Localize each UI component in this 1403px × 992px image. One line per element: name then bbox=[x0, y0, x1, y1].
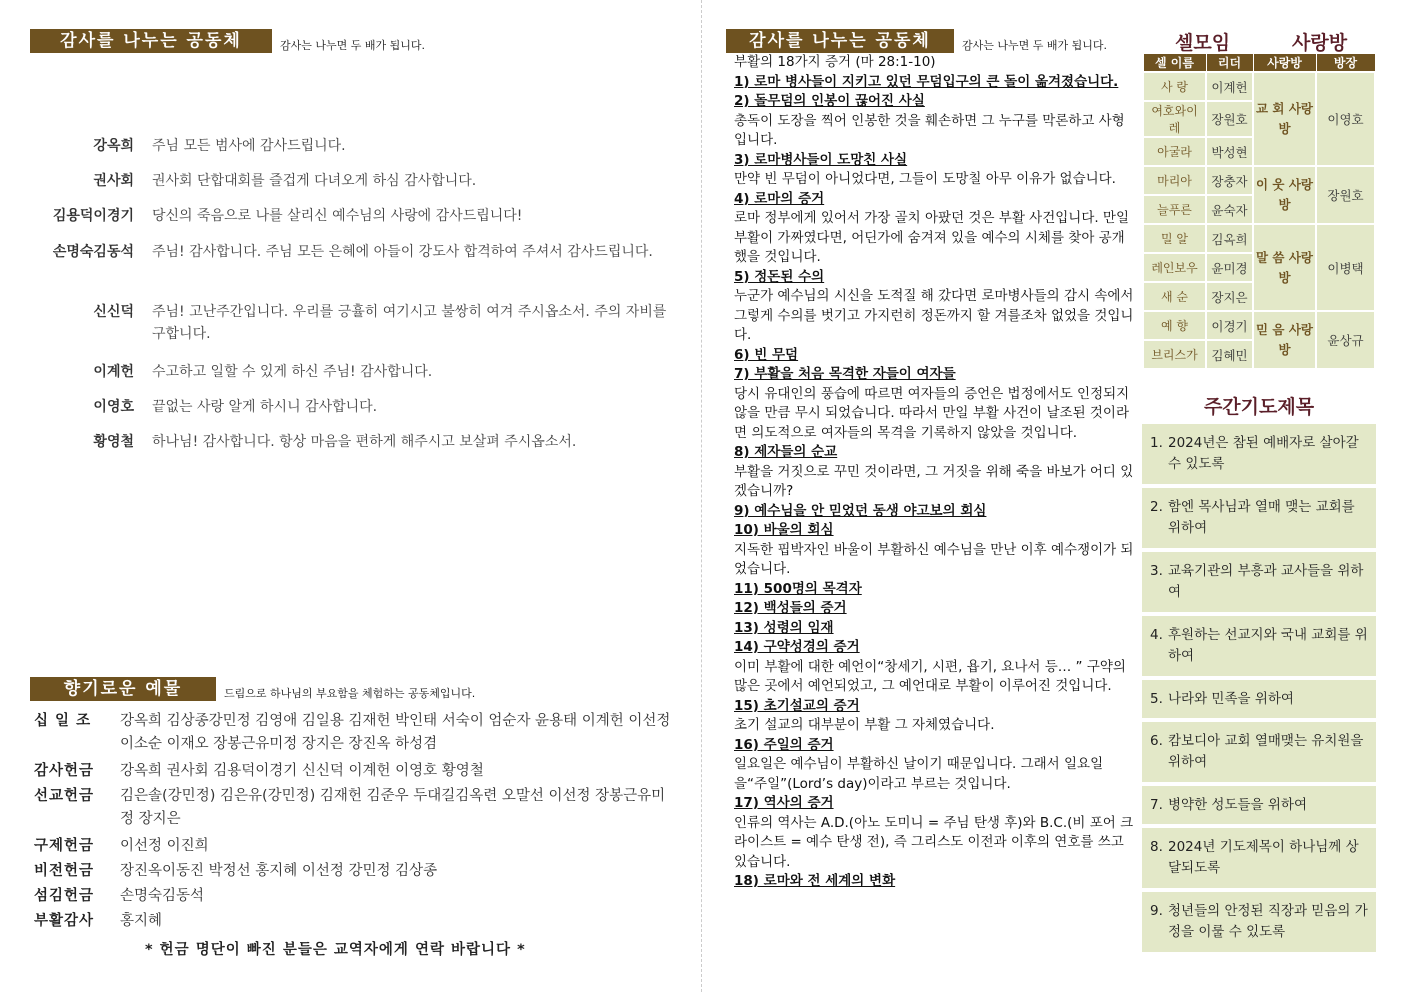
offering-names: 이선정 이진희 bbox=[120, 838, 209, 854]
thanks-row bbox=[30, 301, 680, 345]
cell-leader: 김옥희 bbox=[1206, 224, 1253, 253]
offering-label: 선교헌금 bbox=[34, 788, 95, 804]
cell-name: 레인보우 bbox=[1143, 253, 1206, 282]
article-heading: 5) 정돈된 수의 bbox=[734, 268, 825, 285]
thanks-row bbox=[30, 396, 680, 418]
thanks-text: 권사회 단합대회를 즐겁게 다녀오게 하심 감사합니다. bbox=[152, 173, 477, 189]
resurrection-article bbox=[734, 53, 1134, 892]
room-title: 사랑방 bbox=[1292, 32, 1348, 54]
prayer-text: 나라와 민족을 위하여 bbox=[1168, 691, 1294, 707]
prayer-item bbox=[1142, 892, 1376, 952]
cell-name: 예 향 bbox=[1143, 311, 1206, 340]
thanks-row bbox=[30, 170, 680, 192]
thanks-text: 주님 모든 범사에 감사드립니다. bbox=[152, 138, 346, 154]
article-heading: 17) 역사의 증거 bbox=[734, 795, 834, 811]
cell-leader: 이계헌 bbox=[1206, 72, 1253, 101]
cell-row bbox=[1143, 166, 1375, 195]
room-head: 윤상규 bbox=[1316, 311, 1375, 369]
page-fold bbox=[701, 0, 702, 992]
article-text: 부활의 18가지 증거 (마 28:1-10) bbox=[734, 54, 936, 70]
article-heading: 14) 구약성경의 증거 bbox=[734, 639, 860, 655]
thanks-row bbox=[30, 361, 680, 383]
article-heading: 2) 돌무덤의 인봉이 끊어진 사실 bbox=[734, 93, 925, 109]
prayer-text: 2024년은 참된 예배자로 살아갈 수 있도록 bbox=[1168, 435, 1359, 472]
prayer-number: 9. bbox=[1150, 903, 1163, 919]
col-leader: 리더 bbox=[1206, 54, 1253, 73]
prayer-number: 1. bbox=[1150, 435, 1163, 451]
thanks-header-right: 감사를 나누는 공동체 bbox=[726, 29, 954, 53]
prayer-text: 캄보디아 교회 열매맺는 유치원을 위하여 bbox=[1168, 733, 1364, 770]
prayer-text: 교육기관의 부흥과 교사들을 위하여 bbox=[1168, 563, 1364, 600]
cell-leader: 장지은 bbox=[1206, 282, 1253, 311]
prayer-number: 4. bbox=[1150, 627, 1163, 643]
offering-label: 섬김헌금 bbox=[34, 888, 95, 904]
offering-label: 부활감사 bbox=[34, 913, 95, 929]
prayer-title: 주간기도제목 bbox=[1203, 396, 1315, 418]
prayer-item bbox=[1142, 616, 1376, 676]
prayer-text: 2024년 기도제목이 하나님께 상달되도록 bbox=[1168, 839, 1359, 876]
prayer-item bbox=[1142, 424, 1376, 484]
cell-name: 새 순 bbox=[1143, 282, 1206, 311]
room-head: 장원호 bbox=[1316, 166, 1375, 224]
prayer-item bbox=[1142, 786, 1376, 824]
thanks-name: 신신덕 bbox=[93, 304, 134, 320]
room-name: 믿 음 사랑방 bbox=[1253, 311, 1316, 369]
article-text: 만약 빈 무덤이 아니었다면, 그들이 도망칠 아무 이유가 없습니다. bbox=[734, 171, 1116, 187]
thanks-name: 이계헌 bbox=[93, 364, 134, 380]
offering-names: 강옥희 권사회 김용덕이경기 신신덕 이계헌 이영호 황영철 bbox=[120, 763, 484, 779]
article-text: 지독한 핍박자인 바울이 부활하신 예수님을 만난 이후 예수쟁이가 되었습니다. bbox=[734, 541, 1134, 577]
prayer-number: 5. bbox=[1150, 691, 1163, 707]
article-heading: 18) 로마와 전 세계의 변화 bbox=[734, 873, 896, 889]
prayer-item bbox=[1142, 828, 1376, 888]
article-text: 이미 부활에 대한 예언이“창세기, 시편, 욥기, 요나서 등… ” 구약의 많은 곳에서 예언되었고, 그 예언대로 부활이 이루어진 것입니다. bbox=[734, 658, 1126, 694]
article-text: 일요일은 예수님이 부활하신 날이기 때문입니다. 그래서 일요일을“주일”(Lord’s day)이라고 부르는 것입니다. bbox=[734, 756, 1104, 792]
cell-leader: 장원호 bbox=[1206, 101, 1253, 137]
cell-name: 마리아 bbox=[1143, 166, 1206, 195]
article-heading: 11) 500명의 목격자 bbox=[734, 580, 862, 597]
offering-row bbox=[34, 860, 674, 883]
thanks-text: 주님! 감사합니다. 주님 모든 은혜에 아들이 강도사 합격하여 주셔서 감사드립니다. bbox=[152, 244, 653, 260]
prayer-text: 후원하는 선교지와 국내 교회를 위하여 bbox=[1168, 627, 1368, 664]
col-head: 방장 bbox=[1316, 54, 1375, 73]
thanks-row bbox=[30, 205, 680, 227]
cell-leader: 윤미경 bbox=[1206, 253, 1253, 282]
article-heading: 1) 로마 병사들이 지키고 있던 무덤입구의 큰 돌이 옮겨졌습니다. bbox=[734, 73, 1119, 90]
article-text: 누군가 예수님의 시신을 도적질 해 갔다면 로마병사들의 감시 속에서 그렇게 수의를 벗기고 가지런히 정돈까지 할 겨를조차 없었을 것입니다. bbox=[734, 288, 1134, 343]
offering-row bbox=[34, 785, 674, 831]
cell-name: 늘푸른 bbox=[1143, 195, 1206, 224]
offering-note: * 헌금 명단이 빠진 분들은 교역자에게 연락 바랍니다 * bbox=[145, 942, 526, 958]
prayer-text: 청년들의 안정된 직장과 믿음의 가정을 이룰 수 있도록 bbox=[1168, 903, 1368, 940]
article-heading: 8) 제자들의 순교 bbox=[734, 444, 838, 460]
article-heading: 7) 부활을 처음 목격한 자들이 여자들 bbox=[734, 366, 956, 382]
cell-row bbox=[1143, 224, 1375, 253]
room-head: 이영호 bbox=[1316, 72, 1375, 166]
cell-leader: 박성현 bbox=[1206, 137, 1253, 166]
thanks-row bbox=[30, 431, 680, 453]
article-heading: 10) 바울의 회심 bbox=[734, 522, 834, 538]
prayer-number: 3. bbox=[1150, 563, 1163, 579]
article-heading: 13) 성령의 임재 bbox=[734, 619, 834, 636]
prayer-number: 8. bbox=[1150, 839, 1163, 855]
thanks-subtitle-right: 감사는 나누면 두 배가 됩니다. bbox=[962, 39, 1107, 52]
article-text: 당시 유대인의 풍습에 따르면 여자들의 증언은 법정에서도 인정되지 않을 만큼 무시 되었습니다. 따라서 만일 부활 사건이 날조된 것이라면 의도적으로 여자들의 목격을 기록하지 않았을 것입니다. bbox=[734, 385, 1130, 441]
cell-name: 여호와이 레 bbox=[1143, 101, 1206, 137]
offering-names: 홍지혜 bbox=[120, 913, 163, 929]
thanks-name: 이영호 bbox=[93, 399, 134, 415]
thanks-text: 수고하고 일할 수 있게 하신 주님! 감사합니다. bbox=[152, 364, 433, 380]
prayer-text: 병약한 성도들을 위하여 bbox=[1168, 797, 1307, 813]
offering-label: 비전헌금 bbox=[34, 863, 95, 879]
thanks-name: 손명숙김동석 bbox=[52, 244, 134, 260]
thanks-name: 권사회 bbox=[93, 173, 134, 189]
prayer-list bbox=[1142, 424, 1376, 956]
article-heading: 6) 빈 무덤 bbox=[734, 346, 799, 363]
prayer-item bbox=[1142, 680, 1376, 718]
cell-title: 셀모임 bbox=[1175, 32, 1231, 54]
offering-label: 구제헌금 bbox=[34, 838, 95, 854]
cell-leader: 김혜민 bbox=[1206, 340, 1253, 369]
article-text: 부활을 거짓으로 꾸민 것이라면, 그 거짓을 위해 죽을 바보가 어디 있겠습니까? bbox=[734, 463, 1134, 499]
offering-names: 손명숙김동석 bbox=[120, 888, 205, 904]
prayer-number: 2. bbox=[1150, 499, 1163, 515]
cell-row bbox=[1143, 311, 1375, 340]
offering-row bbox=[34, 710, 674, 756]
offering-row bbox=[34, 760, 674, 783]
article-text: 로마 정부에게 있어서 가장 골치 아팠던 것은 부활 사건입니다. 만일 부활이 가짜였다면, 어딘가에 숨겨져 있을 예수의 시체를 찾아 공개했을 것입니다. bbox=[734, 210, 1130, 265]
cell-table bbox=[1142, 53, 1376, 370]
thanks-subtitle-left: 감사는 나누면 두 배가 됩니다. bbox=[280, 39, 425, 52]
article-heading: 9) 예수님을 안 믿었던 동생 야고보의 회심 bbox=[734, 502, 987, 519]
prayer-text: 함엔 목사님과 열매 맺는 교회를 위하여 bbox=[1168, 499, 1355, 536]
prayer-item bbox=[1142, 488, 1376, 548]
article-heading: 15) 초기설교의 증거 bbox=[734, 697, 860, 714]
col-room: 사랑방 bbox=[1253, 54, 1316, 73]
cell-leader: 이경기 bbox=[1206, 311, 1253, 340]
room-name: 말 씀 사랑방 bbox=[1253, 224, 1316, 311]
thanks-text: 주님! 고난주간입니다. 우리를 긍휼히 여기시고 불쌍히 여겨 주시옵소서. 주의 자비를 구합니다. bbox=[152, 304, 667, 342]
cell-leader: 윤숙자 bbox=[1206, 195, 1253, 224]
article-heading: 16) 주일의 증거 bbox=[734, 736, 834, 753]
offering-row bbox=[34, 885, 674, 908]
thanks-header-left: 감사를 나누는 공동체 bbox=[30, 29, 272, 53]
cell-leader: 장충자 bbox=[1206, 166, 1253, 195]
article-text: 인류의 역사는 A.D.(아노 도미니 = 주님 탄생 후)와 B.C.(비 포어 크라이스트 = 예수 탄생 전), 즉 그리스도 이전과 이후의 연호를 쓰고 있습니다. bbox=[734, 814, 1134, 870]
offering-label: 감사헌금 bbox=[34, 763, 95, 779]
offering-row bbox=[34, 910, 674, 933]
cell-name: 아굴라 bbox=[1143, 137, 1206, 166]
offering-names: 강옥희 김상종강민정 김영애 김일용 김재헌 박인태 서숙이 엄순자 윤용태 이계헌 이선정 이소순 이재오 장봉근유미정 장지은 장진옥 하성겸 bbox=[120, 713, 671, 752]
article-text: 총독이 도장을 찍어 인봉한 것을 훼손하면 그 누구를 막론하고 사형입니다. bbox=[734, 112, 1125, 148]
room-name: 교 회 사랑방 bbox=[1253, 72, 1316, 166]
thanks-name: 강옥희 bbox=[93, 138, 134, 154]
article-heading: 3) 로마병사들이 도망친 사실 bbox=[734, 151, 908, 168]
thanks-text: 당신의 죽음으로 나를 살리신 예수님의 사랑에 감사드립니다! bbox=[152, 208, 523, 224]
cell-name: 밀 알 bbox=[1143, 224, 1206, 253]
article-text: 초기 설교의 대부분이 부활 그 자체였습니다. bbox=[734, 717, 995, 733]
cell-name: 사 랑 bbox=[1143, 72, 1206, 101]
article-heading: 12) 백성들의 증거 bbox=[734, 600, 847, 616]
prayer-item bbox=[1142, 722, 1376, 782]
offering-names: 장진옥이동진 박정선 홍지혜 이선정 강민정 김상종 bbox=[120, 863, 438, 879]
offering-label: 십 일 조 bbox=[34, 713, 92, 729]
article-heading: 4) 로마의 증거 bbox=[734, 190, 825, 207]
col-cell-name: 셀 이름 bbox=[1143, 54, 1206, 73]
offering-row bbox=[34, 835, 674, 858]
cell-name: 브리스가 bbox=[1143, 340, 1206, 369]
thanks-name: 황영철 bbox=[93, 434, 134, 450]
offering-subtitle: 드림으로 하나님의 부요함을 체험하는 공동체입니다. bbox=[224, 687, 476, 700]
cell-row bbox=[1143, 72, 1375, 101]
prayer-number: 7. bbox=[1150, 797, 1163, 813]
prayer-item bbox=[1142, 552, 1376, 612]
offering-header: 향기로운 예물 bbox=[30, 677, 216, 701]
room-name: 이 웃 사랑방 bbox=[1253, 166, 1316, 224]
thanks-row bbox=[30, 135, 680, 157]
room-head: 이병택 bbox=[1316, 224, 1375, 311]
thanks-text: 하나님! 감사합니다. 항상 마음을 편하게 해주시고 보살펴 주시옵소서. bbox=[152, 434, 577, 450]
thanks-name: 김용덕이경기 bbox=[52, 208, 134, 224]
offering-names: 김은솔(강민정) 김은유(강민정) 김재헌 김준우 두대길김옥련 오말선 이선정 장봉근유미정 장지은 bbox=[120, 788, 666, 827]
thanks-text: 끝없는 사랑 알게 하시니 감사합니다. bbox=[152, 399, 378, 415]
prayer-number: 6. bbox=[1150, 733, 1163, 749]
thanks-row bbox=[30, 241, 680, 263]
